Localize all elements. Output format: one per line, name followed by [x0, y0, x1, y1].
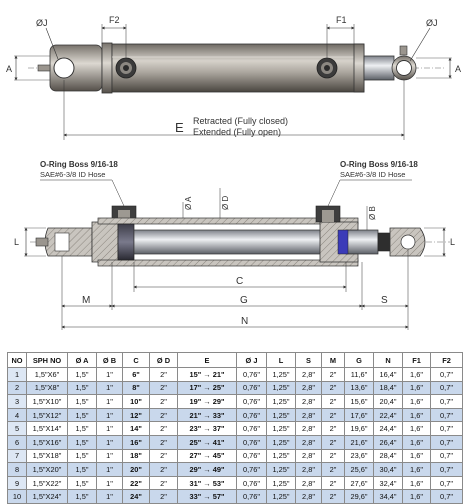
piston: [118, 224, 134, 260]
table-cell: 22,4": [374, 408, 403, 422]
table-cell: 0,7": [431, 435, 463, 449]
table-cell: 33" → 57": [178, 490, 237, 504]
table-cell: 26,4": [374, 435, 403, 449]
table-cell: 25,6": [345, 463, 374, 477]
table-cell: 1,25": [267, 435, 296, 449]
table-cell: 2": [322, 476, 345, 490]
table-cell: 19,6": [345, 422, 374, 436]
label-f2: F2: [109, 15, 120, 25]
table-cell: 1,6": [403, 422, 431, 436]
table-cell: 1,5"X16": [27, 435, 68, 449]
table-cell: 16": [123, 435, 150, 449]
table-cell: 2,8": [296, 395, 322, 409]
table-cell: 17" → 25": [178, 381, 237, 395]
table-row: [8, 395, 463, 409]
table-cell: 2": [322, 490, 345, 504]
table-cell: 1": [97, 381, 123, 395]
table-cell: 10": [123, 395, 150, 409]
table-cell: 2": [150, 490, 178, 504]
table-cell: 21,6": [345, 435, 374, 449]
table-cell: 28,4": [374, 449, 403, 463]
table-cell: 1,25": [267, 449, 296, 463]
table-cell: 0,76": [237, 490, 267, 504]
label-g: G: [240, 295, 248, 306]
table-cell: 1,6": [403, 463, 431, 477]
table-cell: 2": [322, 395, 345, 409]
table-cell: 0,7": [431, 476, 463, 490]
table-cell: 5: [8, 422, 27, 436]
table-cell: 0,76": [237, 422, 267, 436]
label-phi-a: Ø A: [184, 196, 193, 210]
table-cell: 3: [8, 395, 27, 409]
table-cell: 1,5": [68, 395, 97, 409]
table-cell: 1,5"X22": [27, 476, 68, 490]
table-cell: 9: [8, 476, 27, 490]
table-cell: 15,6": [345, 395, 374, 409]
table-cell: 1,5"X14": [27, 422, 68, 436]
label-retracted: Retracted (Fully closed): [193, 116, 289, 126]
table-cell: 34,4": [374, 490, 403, 504]
table-cell: 1,25": [267, 368, 296, 382]
column-header: E: [178, 353, 237, 368]
table-cell: 10: [8, 490, 27, 504]
table-cell: 24": [123, 490, 150, 504]
table-cell: 1,5"X24": [27, 490, 68, 504]
table-cell: 27,6": [345, 476, 374, 490]
table-row: [8, 476, 463, 490]
spec-table: [7, 352, 463, 504]
table-cell: 1,6": [403, 476, 431, 490]
table-row: [8, 422, 463, 436]
table-cell: 1,5"X12": [27, 408, 68, 422]
table-cell: 2": [322, 435, 345, 449]
left-end-cap: [102, 43, 112, 93]
table-cell: 1,25": [267, 490, 296, 504]
table-cell: 1": [97, 395, 123, 409]
label-l-left: L: [14, 237, 20, 247]
table-cell: 2,8": [296, 463, 322, 477]
label-phi-d: Ø D: [221, 195, 230, 210]
table-cell: 1": [97, 368, 123, 382]
table-cell: 2": [150, 381, 178, 395]
column-header: M: [322, 353, 345, 368]
table-cell: 1,25": [267, 381, 296, 395]
piston-rod: [364, 56, 394, 80]
column-header: Ø A: [68, 353, 97, 368]
table-cell: 2": [322, 408, 345, 422]
table-cell: 2": [150, 476, 178, 490]
label-l-right: L: [450, 237, 456, 247]
table-cell: 1,5"X18": [27, 449, 68, 463]
column-header: F2: [431, 353, 463, 368]
table-cell: 23" → 37": [178, 422, 237, 436]
column-header: SPH NO: [27, 353, 68, 368]
table-cell: 1,5"X10": [27, 395, 68, 409]
table-cell: 1,25": [267, 395, 296, 409]
table-cell: 6": [123, 368, 150, 382]
table-cell: 2,8": [296, 449, 322, 463]
port-right-title: O-Ring Boss 9/16-18: [340, 160, 418, 169]
table-cell: 27" → 45": [178, 449, 237, 463]
label-phi-j-right: ØJ: [426, 18, 438, 28]
label-s: S: [381, 295, 388, 306]
table-header-row: [8, 353, 463, 368]
table-cell: 0,76": [237, 463, 267, 477]
table-cell: 2": [150, 422, 178, 436]
table-cell: 8": [123, 381, 150, 395]
table-cell: 2": [150, 463, 178, 477]
table-cell: 0,7": [431, 422, 463, 436]
table-cell: 2": [150, 408, 178, 422]
table-cell: 24,4": [374, 422, 403, 436]
table-cell: 21" → 33": [178, 408, 237, 422]
table-cell: 18,4": [374, 381, 403, 395]
table-cell: 2": [322, 463, 345, 477]
table-cell: 1": [97, 463, 123, 477]
table-cell: 18": [123, 449, 150, 463]
table-cell: 1,5"X20": [27, 463, 68, 477]
port-right-hose: SAE#6-3/8 ID Hose: [340, 170, 406, 179]
table-cell: 6: [8, 435, 27, 449]
table-cell: 29,6": [345, 490, 374, 504]
label-a-right: A: [455, 64, 462, 74]
table-cell: 31" → 53": [178, 476, 237, 490]
label-a-left: A: [6, 64, 13, 74]
table-cell: 1,5": [68, 408, 97, 422]
table-cell: 2": [150, 435, 178, 449]
table-row: [8, 381, 463, 395]
table-cell: 1,25": [267, 463, 296, 477]
table-cell: 20,4": [374, 395, 403, 409]
table-cell: 1,5"X6": [27, 368, 68, 382]
table-cell: 1: [8, 368, 27, 382]
table-cell: 2,8": [296, 476, 322, 490]
table-cell: 0,7": [431, 408, 463, 422]
table-cell: 2,8": [296, 490, 322, 504]
table-cell: 2,8": [296, 435, 322, 449]
table-cell: 1,6": [403, 368, 431, 382]
label-phi-j-left: ØJ: [36, 18, 48, 28]
column-header: Ø J: [237, 353, 267, 368]
right-gland: [354, 44, 364, 92]
table-cell: 1": [97, 435, 123, 449]
table-cell: 0,7": [431, 368, 463, 382]
label-f1: F1: [336, 15, 347, 25]
table-cell: 2,8": [296, 368, 322, 382]
top-view: [6, 15, 461, 140]
table-cell: 2": [150, 395, 178, 409]
table-row: [8, 490, 463, 504]
table-cell: 2": [322, 449, 345, 463]
column-header: S: [296, 353, 322, 368]
table-cell: 7: [8, 449, 27, 463]
label-c: C: [236, 276, 244, 287]
label-extended: Extended (Fully open): [193, 127, 282, 137]
table-cell: 1": [97, 422, 123, 436]
table-cell: 0,7": [431, 490, 463, 504]
column-header: Ø D: [150, 353, 178, 368]
table-cell: 32,4": [374, 476, 403, 490]
table-cell: 17,6": [345, 408, 374, 422]
table-cell: 0,76": [237, 449, 267, 463]
table-cell: 0,76": [237, 368, 267, 382]
port-left-title: O-Ring Boss 9/16-18: [40, 160, 118, 169]
table-cell: 11,6": [345, 368, 374, 382]
table-row: [8, 449, 463, 463]
table-cell: 30,4": [374, 463, 403, 477]
table-cell: 0,7": [431, 381, 463, 395]
left-pin-hole: [54, 58, 74, 78]
table-cell: 1,6": [403, 381, 431, 395]
label-n: N: [241, 316, 249, 327]
table-row: [8, 408, 463, 422]
table-cell: 20": [123, 463, 150, 477]
column-header: L: [267, 353, 296, 368]
table-cell: 1,6": [403, 435, 431, 449]
table-cell: 0,76": [237, 395, 267, 409]
table-cell: 8: [8, 463, 27, 477]
table-cell: 1": [97, 408, 123, 422]
column-header: G: [345, 353, 374, 368]
table-cell: 1,6": [403, 490, 431, 504]
column-header: C: [123, 353, 150, 368]
table-cell: 1,25": [267, 408, 296, 422]
table-cell: 2": [322, 422, 345, 436]
table-cell: 12": [123, 408, 150, 422]
table-cell: 0,7": [431, 395, 463, 409]
port-left-hose: SAE#6-3/8 ID Hose: [40, 170, 106, 179]
table-cell: 1,5": [68, 476, 97, 490]
table-cell: 2": [150, 368, 178, 382]
table-cell: 1,6": [403, 449, 431, 463]
column-header: Ø B: [97, 353, 123, 368]
table-cell: 4: [8, 408, 27, 422]
section-view: [14, 160, 455, 330]
table-cell: 19" → 29": [178, 395, 237, 409]
table-cell: 2,8": [296, 381, 322, 395]
table-cell: 1,5": [68, 463, 97, 477]
label-e: E: [175, 120, 184, 135]
table-cell: 2: [8, 381, 27, 395]
table-cell: 1": [97, 490, 123, 504]
label-phi-b: Ø B: [368, 206, 377, 220]
table-cell: 1,5": [68, 422, 97, 436]
table-cell: 16,4": [374, 368, 403, 382]
table-cell: 1,25": [267, 422, 296, 436]
table-cell: 1,6": [403, 408, 431, 422]
table-cell: 15" → 21": [178, 368, 237, 382]
table-cell: 1,5": [68, 368, 97, 382]
table-cell: 2,8": [296, 408, 322, 422]
table-row: [8, 435, 463, 449]
table-cell: 2,8": [296, 422, 322, 436]
column-header: F1: [403, 353, 431, 368]
table-cell: 0,76": [237, 408, 267, 422]
table-cell: 14": [123, 422, 150, 436]
table-cell: 1,5"X8": [27, 381, 68, 395]
table-cell: 29" → 49": [178, 463, 237, 477]
table-cell: 1": [97, 449, 123, 463]
table-cell: 22": [123, 476, 150, 490]
table-cell: 1,5": [68, 435, 97, 449]
table-cell: 2": [322, 381, 345, 395]
table-row: [8, 368, 463, 382]
label-m: M: [82, 295, 91, 306]
table-cell: 0,76": [237, 435, 267, 449]
table-cell: 13,6": [345, 381, 374, 395]
column-header: NO: [8, 353, 27, 368]
table-cell: 23,6": [345, 449, 374, 463]
table-cell: 2": [322, 368, 345, 382]
table-cell: 2": [150, 449, 178, 463]
table-cell: 25" → 41": [178, 435, 237, 449]
table-row: [8, 463, 463, 477]
table-cell: 1,25": [267, 476, 296, 490]
table-cell: 1,5": [68, 490, 97, 504]
column-header: N: [374, 353, 403, 368]
table-cell: 1,5": [68, 449, 97, 463]
table-cell: 0,7": [431, 463, 463, 477]
table-cell: 0,76": [237, 476, 267, 490]
table-cell: 1,6": [403, 395, 431, 409]
table-cell: 0,76": [237, 381, 267, 395]
table-cell: 1": [97, 476, 123, 490]
table-cell: 1,5": [68, 381, 97, 395]
table-cell: 0,7": [431, 449, 463, 463]
